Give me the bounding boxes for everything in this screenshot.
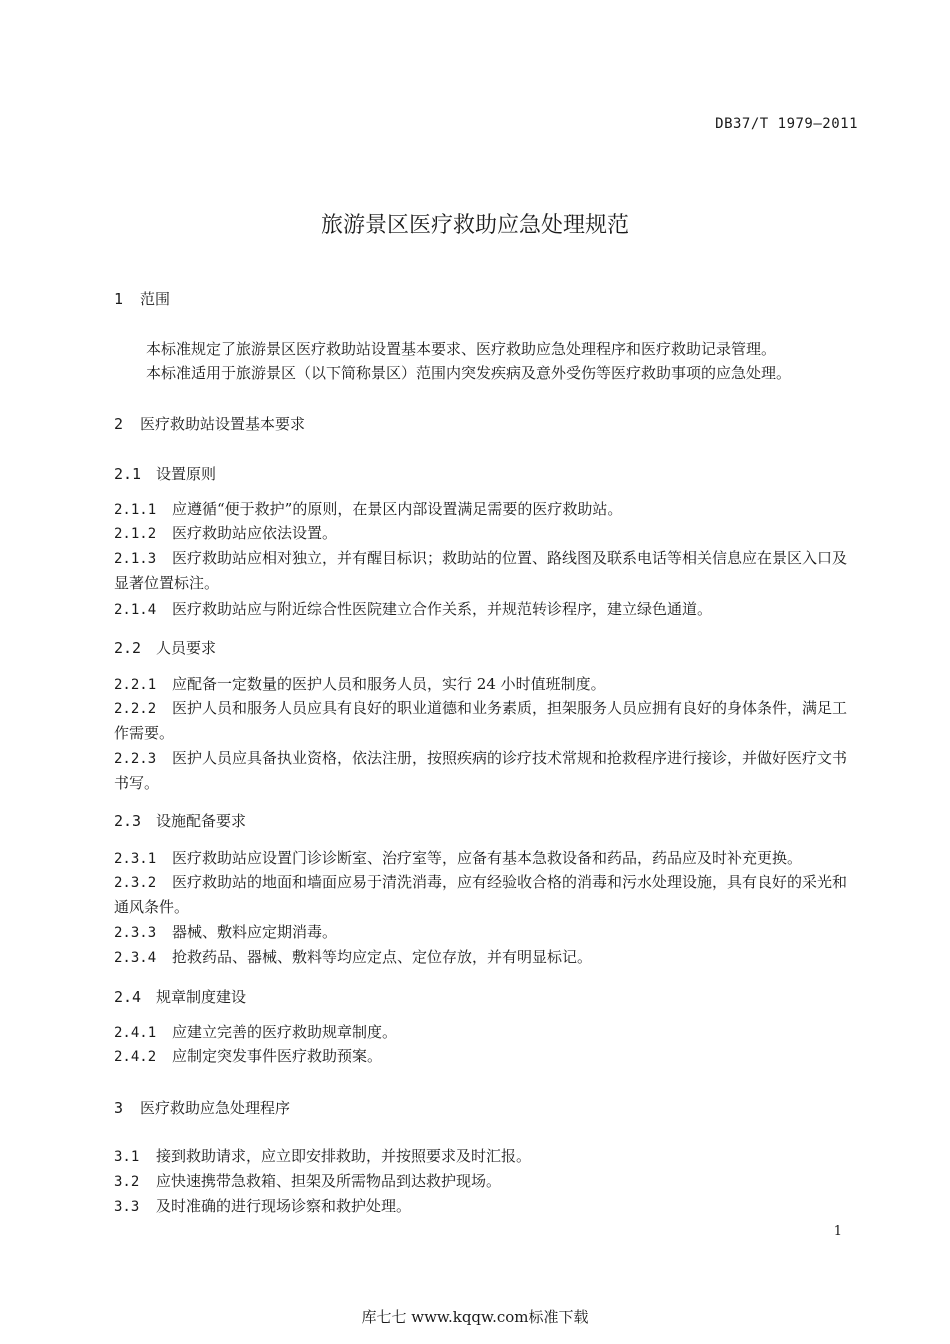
subsection-title: 规章制度建设	[156, 988, 247, 1006]
clause-2-3-2	[114, 870, 860, 919]
clause-number: 2.2.2	[114, 701, 157, 717]
footer-watermark: 库七七 www.kqqw.com标准下载	[361, 1308, 589, 1326]
subsection-2-4-heading	[114, 986, 246, 1007]
clause-2-1-1	[114, 497, 860, 522]
clause-text: 接到救助请求，应立即安排救助，并按照要求及时汇报。	[156, 1147, 532, 1165]
clause-2-1-4	[114, 597, 860, 622]
clause-text: 及时准确的进行现场诊察和救护处理。	[156, 1197, 412, 1215]
subsection-number: 2.2	[114, 639, 142, 657]
clause-text: 医护人员应具备执业资格，依法注册，按照疾病的诊疗技术常规和抢救程序进行接诊，并做好医疗文书书写。	[114, 749, 848, 792]
section-title: 范围	[140, 290, 171, 308]
clause-3-3	[114, 1194, 860, 1219]
clause-number: 2.1.1	[114, 502, 157, 518]
clause-2-2-1	[114, 672, 860, 697]
clause-2-1-3	[114, 546, 860, 595]
clause-number: 2.3.1	[114, 851, 157, 867]
clause-text: 医疗救助站应相对独立，并有醒目标识；救助站的位置、路线图及联系电话等相关信息应在景区入口及显著位置标注。	[114, 549, 848, 592]
scope-paragraph-1: 本标准规定了旅游景区医疗救助站设置基本要求、医疗救助应急处理程序和医疗救助记录管理。	[146, 340, 777, 358]
scope-paragraph-2: 本标准适用于旅游景区（以下简称景区）范围内突发疾病及意外受伤等医疗救助事项的应急处理。	[146, 364, 792, 382]
clause-2-3-4	[114, 945, 860, 970]
section-number: 1	[114, 290, 124, 308]
section-3-heading	[114, 1097, 290, 1118]
clause-2-1-2	[114, 521, 860, 546]
page-number: 1	[833, 1224, 842, 1239]
clause-number: 2.3.3	[114, 925, 157, 941]
clause-number: 2.2.3	[114, 751, 157, 767]
clause-text: 医疗救助站应与附近综合性医院建立合作关系，并规范转诊程序，建立绿色通道。	[172, 600, 713, 618]
clause-number: 3.3	[114, 1199, 140, 1215]
section-title: 医疗救助站设置基本要求	[140, 415, 306, 433]
subsection-title: 人员要求	[156, 639, 217, 657]
clause-text: 医疗救助站应设置门诊诊断室、治疗室等，应备有基本急救设备和药品，药品应及时补充更换。	[172, 849, 803, 867]
standard-code: DB37/T 1979—2011	[715, 116, 858, 132]
clause-number: 2.3.4	[114, 950, 157, 966]
clause-3-1	[114, 1144, 860, 1169]
subsection-number: 2.1	[114, 465, 142, 483]
subsection-2-1-heading	[114, 463, 216, 484]
clause-text: 应遵循“便于救护”的原则，在景区内部设置满足需要的医疗救助站。	[172, 500, 623, 518]
clause-2-4-1	[114, 1020, 860, 1045]
clause-2-3-1	[114, 846, 860, 871]
clause-number: 2.1.4	[114, 602, 157, 618]
clause-text: 医疗救助站的地面和墙面应易于清洗消毒，应有经验收合格的消毒和污水处理设施，具有良好的采光和通风条件。	[114, 873, 848, 916]
section-1-heading	[114, 288, 170, 309]
subsection-number: 2.3	[114, 812, 142, 830]
subsection-title: 设施配备要求	[156, 812, 247, 830]
clause-number: 2.3.2	[114, 875, 157, 891]
document-title: 旅游景区医疗救助应急处理规范	[320, 213, 629, 238]
clause-text: 医护人员和服务人员应具有良好的职业道德和业务素质，担架服务人员应拥有良好的身体条件，满足工作需要。	[114, 699, 848, 742]
clause-number: 2.2.1	[114, 677, 157, 693]
section-title: 医疗救助应急处理程序	[140, 1099, 291, 1117]
subsection-2-3-heading	[114, 810, 246, 831]
clause-2-3-3	[114, 920, 860, 945]
clause-2-2-2	[114, 696, 860, 745]
subsection-number: 2.4	[114, 988, 142, 1006]
clause-text: 应快速携带急救箱、担架及所需物品到达救护现场。	[156, 1172, 502, 1190]
subsection-title: 设置原则	[156, 465, 217, 483]
clause-number: 2.1.2	[114, 526, 157, 542]
clause-number: 2.1.3	[114, 551, 157, 567]
clause-text: 抢救药品、器械、敷料等均应定点、定位存放，并有明显标记。	[172, 948, 593, 966]
clause-text: 应制定突发事件医疗救助预案。	[172, 1047, 383, 1065]
subsection-2-2-heading	[114, 637, 216, 658]
clause-number: 3.2	[114, 1174, 140, 1190]
clause-text: 器械、敷料应定期消毒。	[172, 923, 338, 941]
section-number: 2	[114, 415, 124, 433]
clause-2-4-2	[114, 1044, 860, 1069]
clause-number: 2.4.2	[114, 1049, 157, 1065]
clause-number: 2.4.1	[114, 1025, 157, 1041]
clause-2-2-3	[114, 746, 860, 795]
clause-3-2	[114, 1169, 860, 1194]
clause-text: 应建立完善的医疗救助规章制度。	[172, 1023, 398, 1041]
section-number: 3	[114, 1099, 124, 1117]
clause-text: 医疗救助站应依法设置。	[172, 524, 338, 542]
clause-text: 应配备一定数量的医护人员和服务人员，实行 24 小时值班制度。	[172, 675, 606, 693]
clause-number: 3.1	[114, 1149, 140, 1165]
section-2-heading	[114, 413, 305, 434]
